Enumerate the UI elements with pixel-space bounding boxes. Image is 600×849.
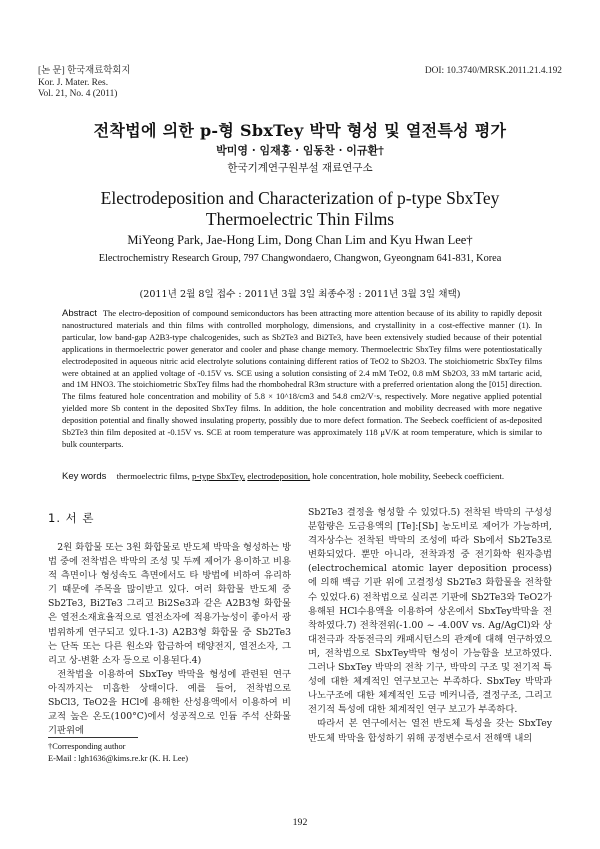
doi: DOI: 10.3740/MRSK.2011.21.4.192 [424,66,562,76]
abstract [62,308,542,451]
keyword-item: hole mobility, [381,471,431,481]
keyword-item: thermoelectric films, [116,471,190,481]
journal-line-2: Kor. J. Mater. Res. [38,77,109,88]
body-right-column [308,506,552,746]
page-number: 192 [292,817,308,828]
section-heading: 1. 서 론 [48,511,95,525]
journal-line-1: [논 문] 한국재료학회지 [38,66,131,76]
keywords [62,471,552,482]
keyword-item: p-type SbxTey, [192,471,246,481]
paragraph: Sb2Te3 결정을 형성할 수 있었다.5) 전착된 박막의 구성성분함량은 도금용액의 [Te]:[Sb] 농도비로 제어가 가능하며, 격자상수는 전착된 박막의 조성에 따라 Sb에서 Sb2Te3로 변화되었다. 뿐만 아니라, 전착과정 중 전기화학 원자층법(electrochemical atomic layer deposition process)에 의해 백금 기판 위에 고결정성 Sb2Te3 화합물을 전착할 수 있었다.6) 전착법으로 실리콘 기판에 Sb2Te3와 TeO2가 용해된 HCl수용액을 이용하여 상온에서 SbxTey박막을 전착하였다.7) 전착전위(-1.00 ~ -4.00V vs. Ag/AgCl)와 상대전극과 작동전극의 캐패시턴스의 관계에 대해 연구하였으며, 전착법으로 SbxTey박막 형성이 가능함을 보고하였다. 그러나 SbxTey 박막의 전착 기구, 박막의 구조 및 전기적 특성에 대한 체계적인 연구보고는 부족하다. SbxTey 박막과 나노구조에 대한 체계적인 도금 메커니즘, 결정구조, 그리고 전기적 특성에 대한 체계적인 연구 보고가 부족하다. [308,507,552,716]
english-title [0,188,600,230]
journal-line-3: Vol. 21, No. 4 (2011) [38,89,118,99]
english-authors: MiYeong Park, Jae-Hong Lim, Dong Chan Lim and Kyu Hwan Lee† [127,233,473,247]
korean-title: 전착법에 의한 p-형 SbxTey 박막 형성 및 열전특성 평가 [93,121,507,140]
paragraph: 2원 화합물 또는 3원 화합물로 반도체 박막을 형성하는 방법 중에 전착법은 박막의 조성 및 두께 제어가 용이하고 비용적 측면이나 형성속도 측면에서도 타 방법에 비하여 유리하기 때문에 주목을 많이받고 있다. 여러 화합물 반도체 중 Sb2Te3, Bi2Te3 그리고 Bi2Se3과 같은 A2B3형 화합물은 열전소재효율적으로 열전소자에 적용가능성이 좋아서 광범위하게 연구되고 있다.1-3) A2B3형 화합물 중 Sb2Te3는 단독 또는 다른 원소와 합금하여 태양전지, 열전소자, 그리고 상-변환 소자 등으로 이용된다.4) [48,542,291,666]
keywords-label: Key words [62,471,107,482]
footnote-divider [48,737,138,738]
abstract-text: The electro-deposition of compound semiconductors has been attracting more attention because of its ability to rapidly deposit nanostructured materials and thin films with controlled morphology, dimensions, and crystallinity in a cost-effective manner (1). In particular, low band-gap A2B3-type chalcogenides, such as Sb2Te3 and Bi2Te3, have been extensively studied because of their potential applications in thermoelectric power generator and cooler and phase change memory. Thermoelectric SbxTey films were potentiostatically electrodeposited in aqueous nitric acid electrolyte solutions containing different ratios of TeO2 to Sb2O3. The stoichiometric SbxTey films were obtained at an applied voltage of -0.15V vs. SCE using a solution consisting of 2.4 mM TeO2, 0.8 mM Sb2O3, 33 mM tartaric acid, and 1M HNO3. The stoichiometric SbxTey films had the rhombohedral R3m structure with a preferred orientation along the [015] direction. The films featured hole concentration and mobility of 5.8 × 10^18/cm3 and 54.8 cm2/V·s, respectively. More negative applied potential yielded more Sb content in the deposited SbxTey films. In addition, the hole concentration and mobility decreased with more negative deposition potential and finally showed insulating property, possibly due to more defect formation. The Seebeck coefficient of as-deposited Sb2Te3 thin film deposited at -0.15V vs. SCE at room temperature was approximately 118 μV/K at room temperature, which is similar to bulk counterparts. [62,308,542,449]
english-title-line-2: Thermoelectric Thin Films [205,209,395,229]
english-title-line-1: Electrodeposition and Characterization of p-type SbxTey [100,188,500,208]
paragraph: 따라서 본 연구에서는 열전 반도체 특성을 갖는 SbxTey 반도체 박막을 합성하기 위해 공정변수로서 전해액 내의 [308,718,552,744]
submission-dates: (2011년 2월 8일 접수 : 2011년 3월 3일 최종수정 : 2011년 3월 3일 채택) [139,289,461,300]
footnote-line-2: E-Mail : lgh1636@kims.re.kr (K. H. Lee) [48,753,189,763]
korean-affiliation: 한국기계연구원부설 재료연구소 [227,162,373,174]
paragraph: 전착법을 이용하여 SbxTey 박막을 형성에 관련된 연구 아직까지는 미흡한 상태이다. 예를 들어, 전착법으로 SbCl3, TeO2을 HCl에 용해한 산성용액에서 이용하여 비교적 높은 온도(100°C)에서 성공적으로 인듐 주석 산화물 기판위에 [48,668,291,737]
english-affiliation: Electrochemistry Research Group, 797 Changwondaero, Changwon, Gyeongnam 641-831, Korea [98,253,502,264]
korean-authors: 박미영 · 임재홍 · 임동찬 · 이규환† [216,144,384,157]
abstract-label: Abstract [62,308,97,319]
footnote-line-1: †Corresponding author [48,742,126,751]
body-left-column [48,541,291,738]
keyword-item: electrodeposition, [247,471,311,481]
keyword-item: hole concentration, [312,471,380,481]
footnote [48,741,188,764]
keyword-item: Seebeck coefficient. [432,471,505,481]
journal-header [38,66,130,101]
